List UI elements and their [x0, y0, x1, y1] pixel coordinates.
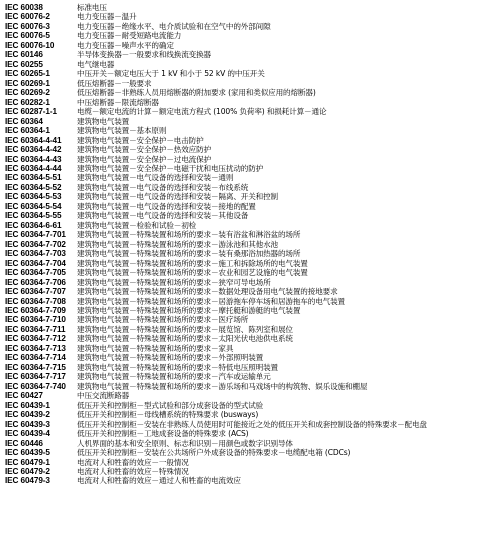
- standard-code: IEC 60479-2: [5, 466, 50, 476]
- standard-title: 中压交流断路器: [77, 391, 130, 401]
- standard-title: 建筑物电气装置－安全保护－热效应防护: [77, 145, 211, 155]
- standard-code: IEC 60364-7-713: [5, 343, 66, 353]
- standard-row: [5, 22, 493, 31]
- standard-code: IEC 60364: [5, 116, 43, 126]
- standard-code: IEC 60364-7-702: [5, 239, 66, 249]
- standard-row: [5, 79, 493, 88]
- standard-title: 建筑物电气装置－特殊装置和场所的要求－展览馆、陈列室和展位: [77, 324, 293, 334]
- standard-title: 建筑物电气装置－特殊装置和场所的要求－摩托艇和游艇的电气装置: [77, 306, 301, 315]
- standard-code: IEC 60364-7-706: [5, 277, 66, 287]
- standard-code: IEC 60364-7-714: [5, 353, 66, 363]
- standard-title: 低压开关和控制柜－安装在公共场所户外成套设备的特殊要求－电缆配电箱 (CDCs): [77, 448, 351, 458]
- standard-title: 建筑物电气装置: [77, 116, 130, 126]
- standard-code: IEC 60269-1: [5, 78, 50, 88]
- standard-title: 电流对人和牲畜的效应－特殊情况: [77, 466, 189, 476]
- standard-title: 电力变压器－耐受短路电流能力: [77, 31, 182, 41]
- standard-title: 人机界面的基本和安全原则、标志和识别－用颜色或数字识别导体: [77, 438, 293, 448]
- standard-title: 建筑物电气装置－检验和试验－初检: [77, 220, 197, 230]
- standard-code: IEC 60427: [5, 391, 43, 401]
- standard-row: [5, 107, 493, 116]
- standard-title: 建筑物电气装置－特殊装置和场所的要求－施工和拆除场所的电气装置: [77, 258, 308, 268]
- standard-code: IEC 60038: [5, 3, 43, 12]
- standard-row: [5, 173, 493, 182]
- standard-title: 建筑物电气装置－特殊装置和场所的要求－游泳池和其他水池: [77, 239, 278, 249]
- standard-code: IEC 60364-5-51: [5, 173, 62, 183]
- standard-title: 建筑物电气装置－特殊装置和场所的要求－汽车或运输单元: [77, 372, 271, 382]
- standard-title: 电流对人和牲畜的效应－一般情况: [77, 457, 189, 467]
- standard-code: IEC 60364-1: [5, 126, 50, 136]
- standard-title: 建筑物电气装置－电气设备的选择和安装－隔离、开关和控制: [77, 192, 278, 202]
- standard-title: 电力变压器－绝缘水平、电介质试验和在空气中的外部间隙: [77, 21, 271, 31]
- standard-title: 建筑物电气装置－电气设备的选择和安装－接地的配置: [77, 201, 256, 211]
- standard-title: 电流对人和牲畜的效应－通过人和牲畜的电流效应: [77, 476, 241, 486]
- standard-row: [5, 287, 493, 296]
- standard-code: IEC 60255: [5, 59, 43, 69]
- standard-row: [5, 334, 493, 343]
- standard-code: IEC 60479-1: [5, 457, 50, 467]
- standard-row: [5, 31, 493, 40]
- standard-title: 建筑物电气装置－电气设备的选择和安装－通则: [77, 173, 234, 183]
- standard-row: [5, 306, 493, 315]
- standard-code: IEC 60364-7-710: [5, 315, 66, 325]
- standard-code: IEC 60364-7-701: [5, 230, 66, 240]
- standard-title: 电气继电器: [77, 59, 115, 69]
- standard-title: 低压开关和控制柜－工地成套设备的特殊要求 (ACS): [77, 429, 249, 439]
- standard-row: [5, 98, 493, 107]
- standard-title: 建筑物电气装置－电气设备的选择和安装－布线系统: [77, 182, 249, 192]
- standard-row: [5, 192, 493, 201]
- standard-row: [5, 221, 493, 230]
- standard-row: [5, 278, 493, 287]
- standard-title: 建筑物电气装置－特殊装置和场所的要求－居游拖车停车场和居游拖车的电气装置: [77, 296, 345, 306]
- standard-row: [5, 391, 493, 400]
- standard-code: IEC 60364-7-715: [5, 362, 66, 372]
- standard-code: IEC 60076-2: [5, 12, 50, 22]
- standard-row: [5, 50, 493, 59]
- standard-row: [5, 117, 493, 126]
- standard-code: IEC 60364-7-707: [5, 287, 66, 297]
- standard-code: IEC 60364-7-709: [5, 306, 66, 315]
- standard-title: 低压熔断器－非熟练人员用熔断器的附加要求 (家用和类似应用的熔断器): [77, 88, 316, 98]
- standard-row: [5, 183, 493, 192]
- standard-code: IEC 60479-3: [5, 476, 50, 486]
- standard-row: [5, 297, 493, 306]
- standard-title: 建筑物电气装置－特殊装置和场所的要求－农业和园艺设施的电气装置: [77, 268, 308, 278]
- standard-code: IEC 60364-7-711: [5, 324, 66, 334]
- standard-title: 电力变压器－噪声水平的确定: [77, 40, 174, 50]
- standard-title: 建筑物电气装置－特殊装置和场所的要求－太阳光伏电池供电系统: [77, 334, 293, 344]
- standard-code: IEC 60282-1: [5, 97, 50, 107]
- standard-title: 低压开关和控制柜－安装在非熟练人员使用时可能接近之处的低压开关和成套控制设备的特殊要求－配电盘: [77, 419, 427, 429]
- standard-row: [5, 259, 493, 268]
- standard-row: [5, 410, 493, 419]
- standard-code: IEC 60446: [5, 438, 43, 448]
- standard-title: 建筑物电气装置－特殊装置和场所的要求－医疗场所: [77, 315, 249, 325]
- standard-code: IEC 60439-4: [5, 429, 50, 439]
- standard-title: 建筑物电气装置－特殊装置和场所的要求－装有桑那浴加热器的场所: [77, 249, 301, 259]
- standard-code: IEC 60364-5-54: [5, 201, 62, 211]
- standard-code: IEC 60439-1: [5, 400, 50, 410]
- standard-row: [5, 353, 493, 362]
- standard-title: 建筑物电气装置－特殊装置和场所的要求－外部照明装置: [77, 353, 264, 363]
- standard-row: [5, 155, 493, 164]
- standard-row: [5, 448, 493, 457]
- standard-title: 建筑物电气装置－基本原则: [77, 126, 167, 136]
- standard-row: [5, 69, 493, 78]
- standard-title: 电力变压器－温升: [77, 12, 137, 22]
- standard-row: [5, 467, 493, 476]
- standard-row: [5, 60, 493, 69]
- standard-title: 中压开关－额定电压大于 1 kV 和小于 52 kV 的中压开关: [77, 69, 265, 79]
- standard-code: IEC 60364-5-52: [5, 182, 62, 192]
- standard-title: 建筑物电气装置－特殊装置和场所的要求－数据处理设备用电气装置的接地要求: [77, 287, 338, 297]
- standard-row: [5, 230, 493, 239]
- standard-title: 标准电压: [77, 3, 107, 12]
- standard-code: IEC 60364-4-44: [5, 163, 62, 173]
- standard-row: [5, 164, 493, 173]
- standard-title: 半导体变换器－一般要求和线换流变换器: [77, 50, 211, 60]
- standard-code: IEC 60364-7-712: [5, 334, 66, 344]
- standard-row: [5, 401, 493, 410]
- standard-code: IEC 60364-7-705: [5, 268, 66, 278]
- standard-code: IEC 60076-3: [5, 21, 50, 31]
- standard-row: [5, 3, 493, 12]
- standard-code: IEC 60364-7-708: [5, 296, 66, 306]
- standard-title: 建筑物电气装置－特殊装置和场所的要求－家具: [77, 343, 234, 353]
- standard-title: 低压熔断器－一般要求: [77, 78, 152, 88]
- standard-code: IEC 60364-4-43: [5, 154, 62, 164]
- standard-title: 建筑物电气装置－电气设备的选择和安装－其他设备: [77, 211, 249, 221]
- standard-row: [5, 136, 493, 145]
- standard-row: [5, 268, 493, 277]
- standard-row: [5, 126, 493, 135]
- standard-row: [5, 344, 493, 353]
- standard-row: [5, 458, 493, 467]
- standard-row: [5, 202, 493, 211]
- standard-code: IEC 60269-2: [5, 88, 50, 98]
- standard-title: 建筑物电气装置－安全保护－电击防护: [77, 135, 204, 145]
- standard-code: IEC 60364-5-53: [5, 192, 62, 202]
- standard-row: [5, 315, 493, 324]
- standard-code: IEC 60364-4-42: [5, 145, 62, 155]
- standard-title: 低压开关和控制柜－母线槽系统的特殊要求 (busways): [77, 410, 259, 420]
- standard-code: IEC 60287-1-1: [5, 107, 57, 117]
- standard-code: IEC 60364-7-703: [5, 249, 66, 259]
- standard-row: [5, 476, 493, 485]
- standard-row: [5, 429, 493, 438]
- standard-row: [5, 439, 493, 448]
- standard-title: 建筑物电气装置－特殊装置和场所的要求－特低电压照明装置: [77, 362, 278, 372]
- standard-code: IEC 60364-7-717: [5, 372, 66, 382]
- standard-code: IEC 60364-5-55: [5, 211, 62, 221]
- standard-code: IEC 60364-7-704: [5, 258, 66, 268]
- standard-title: 电缆－额定电流的计算－额定电流方程式 (100% 负荷率) 和损耗计算－通论: [77, 107, 327, 117]
- standard-row: [5, 240, 493, 249]
- standard-row: [5, 249, 493, 258]
- standard-row: [5, 363, 493, 372]
- standard-title: 建筑物电气装置－特殊装置和场所的要求－狭窄可导电场所: [77, 277, 271, 287]
- standard-row: [5, 88, 493, 97]
- standards-list: [5, 3, 493, 486]
- standard-code: IEC 60076-10: [5, 40, 55, 50]
- standard-title: 建筑物电气装置－特殊装置和场所的要求－游乐场和马戏场中的构筑物、娱乐设施和棚屋: [77, 381, 368, 391]
- standard-code: IEC 60364-4-41: [5, 135, 62, 145]
- standard-row: [5, 325, 493, 334]
- standard-code: IEC 60146: [5, 50, 43, 60]
- standard-code: IEC 60364-7-740: [5, 381, 66, 391]
- standard-code: IEC 60439-5: [5, 448, 50, 458]
- standard-row: [5, 145, 493, 154]
- standard-code: IEC 60076-5: [5, 31, 50, 41]
- standard-row: [5, 41, 493, 50]
- standard-title: 低压开关和控制柜－型式试验和部分成套设备的型式试验: [77, 400, 264, 410]
- standard-row: [5, 420, 493, 429]
- standard-row: [5, 12, 493, 21]
- standard-code: IEC 60364-6-61: [5, 220, 62, 230]
- standard-row: [5, 211, 493, 220]
- standard-row: [5, 372, 493, 381]
- standard-code: IEC 60439-2: [5, 410, 50, 420]
- standard-title: 建筑物电气装置－特殊装置和场所的要求－装有浴盆和淋浴盆的场所: [77, 230, 301, 240]
- standard-title: 中压熔断器－限流熔断器: [77, 97, 159, 107]
- standard-row: [5, 382, 493, 391]
- standard-title: 建筑物电气装置－安全保护－电磁干扰和电压扰动的防护: [77, 163, 264, 173]
- standard-code: IEC 60265-1: [5, 69, 50, 79]
- standard-code: IEC 60439-3: [5, 419, 50, 429]
- standard-title: 建筑物电气装置－安全保护－过电流保护: [77, 154, 211, 164]
